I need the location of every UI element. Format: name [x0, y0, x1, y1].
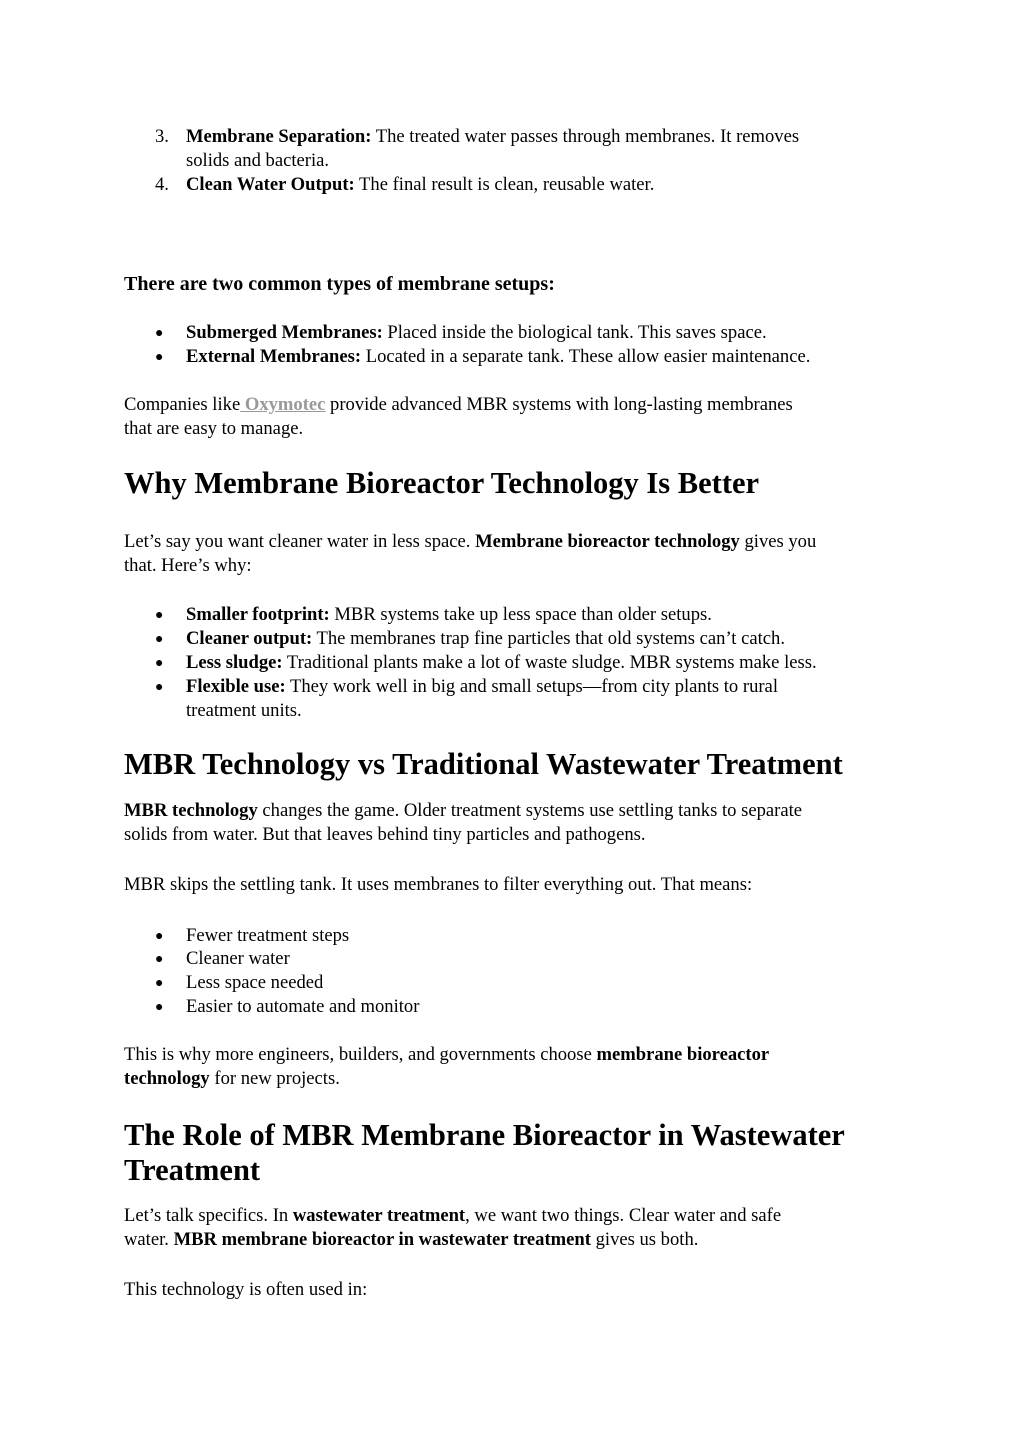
why-heading: Why Membrane Bioreactor Technology Is Better [124, 466, 760, 500]
item-bold: Submerged Membranes: [186, 322, 383, 343]
role-paragraph-1-line2 [124, 1228, 698, 1252]
oxymotec-link[interactable]: Oxymotec [240, 394, 326, 415]
role-paragraph-1 [124, 1204, 781, 1228]
item-text-continued: treatment units. [186, 700, 302, 721]
item-bold: Cleaner output: [186, 628, 313, 649]
item-text: The membranes trap fine particles that old systems can’t catch. [312, 628, 785, 649]
list-item [186, 627, 785, 651]
item-text: The treated water passes through membranes. It removes [371, 126, 800, 147]
list-item: Easier to automate and monitor [186, 996, 420, 1017]
para-text: This is why more engineers, builders, and governments choose [124, 1044, 597, 1065]
para-text: Let’s talk specifics. In [124, 1205, 293, 1226]
bullet-icon: ● [155, 326, 164, 341]
why-intro-line2: that. Here’s why: [124, 555, 252, 576]
vs-paragraph-2: MBR skips the settling tank. It uses membranes to filter everything out. That means: [124, 874, 753, 895]
para-text: for new projects. [209, 1068, 340, 1089]
para-text: Companies like [124, 394, 241, 415]
list-item [186, 675, 778, 699]
item-bold: Less sludge: [186, 652, 283, 673]
bullet-icon: ● [155, 608, 164, 623]
item-text: Traditional plants make a lot of waste sludge. MBR systems make less. [282, 652, 817, 673]
bullet-icon: ● [155, 1000, 164, 1015]
item-text: MBR systems take up less space than older setups. [329, 604, 712, 625]
para-bold: wastewater treatment [292, 1205, 466, 1226]
list-number: 4. [155, 174, 169, 195]
item-text: Placed inside the biological tank. This saves space. [382, 322, 767, 343]
bullet-icon: ● [155, 952, 164, 967]
bullet-icon: ● [155, 632, 164, 647]
list-item [186, 125, 799, 149]
para-text: , we want two things. Clear water and safe [465, 1205, 782, 1226]
list-item: Fewer treatment steps [186, 925, 350, 946]
list-item [186, 173, 654, 197]
role-heading-line2: Treatment [124, 1153, 261, 1187]
para-bold: MBR technology [124, 800, 258, 821]
vs-paragraph-1-line2: solids from water. But that leaves behind tiny particles and pathogens. [124, 824, 646, 845]
list-item [186, 603, 712, 627]
item-text: The final result is clean, reusable water. [354, 174, 655, 195]
para-text: changes the game. Older treatment systems use settling tanks to separate [257, 800, 802, 821]
bullet-icon: ● [155, 656, 164, 671]
para-bold: Membrane bioreactor technology [475, 531, 740, 552]
para-bold: membrane bioreactor [596, 1044, 770, 1065]
item-bold: Clean Water Output: [186, 174, 355, 195]
item-bold: External Membranes: [186, 346, 362, 367]
vs-paragraph-3-line2 [124, 1067, 340, 1091]
list-item [186, 345, 810, 369]
role-heading-line1: The Role of MBR Membrane Bioreactor in Wastewater [124, 1118, 845, 1152]
para-text: gives you [739, 531, 817, 552]
role-paragraph-2: This technology is often used in: [124, 1279, 368, 1300]
setups-heading: There are two common types of membrane setups: [124, 273, 555, 295]
list-item [186, 321, 767, 345]
para-text: gives us both. [590, 1229, 699, 1250]
para-bold: MBR membrane bioreactor in wastewater treatment [173, 1229, 591, 1250]
bullet-icon: ● [155, 976, 164, 991]
para-bold: technology [124, 1068, 210, 1089]
why-intro [124, 530, 816, 554]
item-bold: Membrane Separation: [186, 126, 372, 147]
vs-paragraph-3 [124, 1043, 769, 1067]
item-bold: Smaller footprint: [186, 604, 330, 625]
bullet-icon: ● [155, 680, 164, 695]
list-item: Cleaner water [186, 948, 290, 969]
item-text-continued: solids and bacteria. [186, 150, 330, 171]
vs-paragraph-1 [124, 799, 802, 823]
item-bold: Flexible use: [186, 676, 286, 697]
companies-paragraph-line2: that are easy to manage. [124, 418, 304, 439]
item-text: Located in a separate tank. These allow easier maintenance. [361, 346, 811, 367]
bullet-icon: ● [155, 929, 164, 944]
list-item: Less space needed [186, 972, 324, 993]
vs-heading: MBR Technology vs Traditional Wastewater Treatment [124, 747, 843, 781]
bullet-icon: ● [155, 350, 164, 365]
companies-paragraph [124, 393, 793, 417]
para-text: provide advanced MBR systems with long-lasting membranes [325, 394, 793, 415]
list-number: 3. [155, 126, 169, 147]
item-text: They work well in big and small setups—from city plants to rural [285, 676, 778, 697]
para-text: water. [124, 1229, 174, 1250]
list-item [186, 651, 817, 675]
para-text: Let’s say you want cleaner water in less space. [124, 531, 476, 552]
